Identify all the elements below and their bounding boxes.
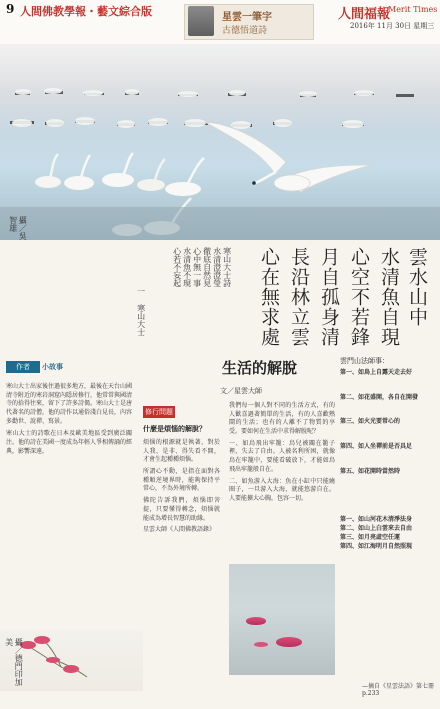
portrait-image — [188, 6, 214, 36]
middle-paragraph-2: 所謂心不動，是指在面對各種順逆境界時，能夠保持平常心，不為外境所轉。 — [143, 468, 220, 493]
right-item-9: 第四、如江海明月自然照現 — [340, 542, 413, 550]
right-item-5: 第五、如花開時當然時 — [340, 467, 401, 475]
right-column-heading: 雲門山法師事： — [340, 357, 389, 365]
right-item-1: 第一、如鳥上自露天走去好 — [340, 369, 413, 376]
flower-image — [0, 630, 143, 691]
right-item-6: 第一、如山河花木清淨法身 — [340, 516, 413, 524]
left-paragraph-2: 寒山大士的詩歌在日本及歐美地區受到廣泛關注。他的詩在美國一度成為年輕人爭相傳誦的經典，影響深遠。 — [6, 430, 133, 455]
right-item-3: 第三、如火光要常心的 — [340, 418, 401, 426]
poem-line-3: 心空不若鋒 — [348, 247, 370, 347]
middle-paragraph-4: 星雲大師《人間佛教語錄》 — [143, 526, 216, 534]
right-column-text — [340, 369, 434, 672]
middle-column-text — [143, 439, 220, 675]
masthead — [0, 0, 440, 46]
right-item-2: 第二、如花盛開，各自在開發 — [340, 393, 419, 401]
left-photo-credit: 攝／德門印加美 — [4, 638, 24, 686]
right-credit: —摘自《星雲法語》第七冊 p.233 — [362, 683, 435, 697]
poem-line-2: 水清魚自現 — [378, 247, 400, 347]
poem-title: 寒山大士詩 — [222, 247, 232, 287]
poem-author: 一 寒山大士 — [136, 287, 146, 336]
article-byline: 文／星雲大師 — [220, 387, 262, 395]
article-title: 生活的解脫 — [222, 359, 298, 377]
left-column-text — [6, 383, 132, 553]
poem-note-4: 水清魚不現 — [182, 247, 192, 287]
lotus-photo — [229, 564, 335, 675]
right-item-7: 第二、如山上白雲來去自由 — [340, 525, 413, 533]
right-item-8: 第三、如月亮虛空任運 — [340, 533, 401, 541]
page-number: 9 — [6, 2, 15, 16]
newspaper-logo-en: Merit Times — [388, 5, 438, 14]
main-article-text — [229, 402, 335, 560]
middle-paragraph-1: 煩惱的根源就是執著，對於人我、是非、得失看不開，才會生起種種煩惱。 — [143, 439, 220, 464]
poem-line-5: 長沿林立雲 — [288, 247, 310, 347]
poem-section — [0, 240, 440, 349]
newspaper-logo: 人間福報 — [338, 7, 391, 22]
column-title: 星雲一筆字 — [222, 12, 272, 23]
article-paragraph-2: 一、如鳥飛出牢籠：鳥兒被關在籠子裡，失去了自由。人被名利所困，就像鳥在牢籠中，要能看破放下，才能如鳥飛出牢籠般自在。 — [229, 439, 335, 473]
swan-scene — [0, 44, 440, 240]
column-subtitle: 古德悟道詩 — [222, 26, 268, 36]
lotus-flower — [246, 617, 266, 625]
author-tag: 作者 — [6, 361, 40, 373]
practice-tag: 修行問題 — [145, 408, 173, 416]
issue-date: 2016年 11月 30日 星期三 — [350, 22, 435, 30]
poem-note-2: 徹底自然見 — [202, 247, 212, 287]
poem-line-4: 月自孤身清 — [318, 247, 340, 347]
poem-note-5: 心若不妄起 — [172, 247, 182, 287]
poem-note-3: 心中無一事 — [192, 247, 202, 287]
photo-credit: 攝／吳智雄 — [8, 216, 28, 240]
article-intro: 我們每一個人對不同的生活方式，有的人歡喜過著簡單的生活，有的人喜歡熱鬧的生活；也有的人離不了物質的享受。要如何在生活中求得解脫呢？ — [229, 402, 335, 436]
poem-line-1: 雲水山中 — [406, 247, 428, 327]
swan-photo — [0, 44, 440, 240]
lotus-flower — [276, 637, 302, 647]
practice-heading: 什麼是煩惱的解脫？ — [143, 424, 206, 433]
middle-paragraph-3: 佛陀告訴我們，煩惱即菩提，只要懂得轉念，煩惱就能成為增長智慧的助緣。 — [143, 497, 220, 522]
left-paragraph-1: 寒山大士出家後住過很多地方，最後在天台山國清寺附近的寒岩洞窟內隱居修行，他常常與國清寺的拾得往來，留下了許多詩偈。寒山大士是唐代著名的詩僧，他的詩作以通俗淺白見長，內容多勸世、說禪、寫景。 — [6, 383, 133, 425]
poem-line-6: 心在無求處 — [258, 247, 280, 347]
left-section-label: 小故事 — [42, 362, 63, 371]
section-title: 人間佛教學報・藝文綜合版 — [20, 5, 152, 18]
lotus-bud — [254, 642, 268, 647]
poem-note-1: 水清澄澄瑩 — [212, 247, 222, 287]
right-item-4: 第四、如人坐禪前是否具足 — [340, 443, 413, 451]
article-paragraph-3: 二、如魚游入大海：魚在小缸中只能繞圈子，一旦游入大海，就能悠游自在。人要能擴大心胸，包容一切。 — [229, 477, 335, 502]
